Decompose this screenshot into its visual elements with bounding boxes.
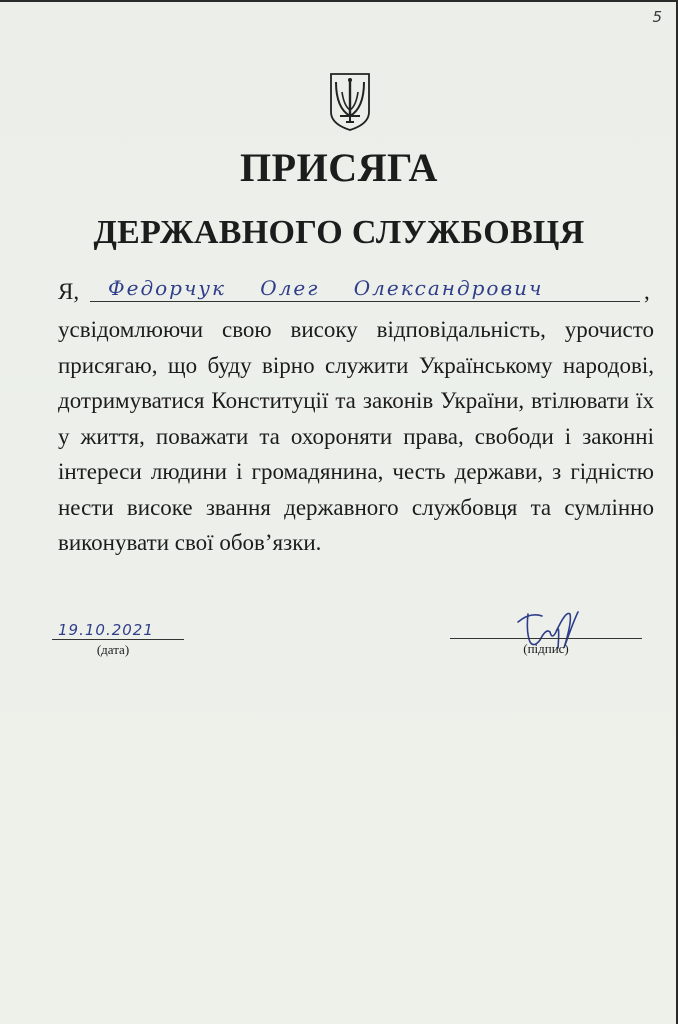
- date-caption: (дата): [96, 642, 130, 657]
- page-number: 5: [652, 8, 662, 26]
- handwritten-date: 19.10.2021: [58, 621, 154, 639]
- document-title: ПРИСЯГА: [240, 145, 438, 190]
- oath-pronoun: Я,: [58, 279, 80, 304]
- name-underline: [90, 301, 640, 302]
- date-field: [52, 617, 184, 661]
- oath-name-line: [58, 276, 658, 307]
- signature-underline: [450, 638, 642, 639]
- signature-caption: (підпис): [523, 641, 569, 656]
- name-comma: ,: [644, 279, 650, 304]
- date-underline: [52, 639, 184, 640]
- oath-text: усвідомлюючи свою високу відповідальність, урочисто присягаю, що буду вірно служити Українському народові, дотримуватися Конституції та законів України, втілювати їх у життя, поважати та охороняти права, свободи і законні інтереси людини і громадянина, честь держави, з гідністю нести високе звання державного службовця та сумлінно виконувати свої обов’язки.: [58, 317, 654, 555]
- signature-field: [450, 602, 642, 662]
- handwritten-name: Федорчук Олег Олександрович: [108, 276, 544, 300]
- document-subtitle: ДЕРЖАВНОГО СЛУЖБОВЦЯ: [93, 214, 585, 251]
- trident-coat-of-arms-icon: [328, 72, 372, 132]
